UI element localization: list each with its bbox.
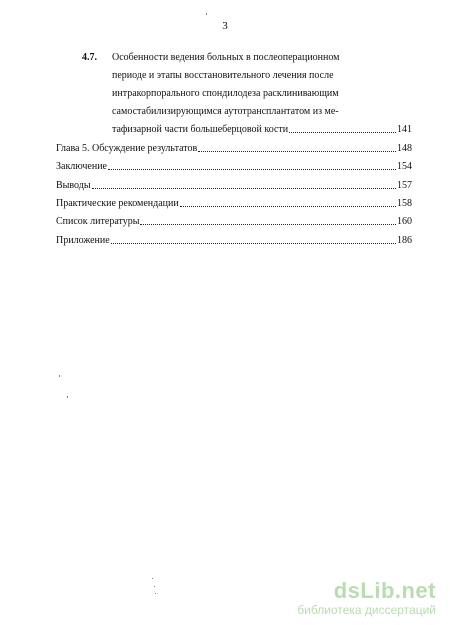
toc-entry-conclusion [56, 161, 412, 173]
subsection-page: 141 [397, 124, 412, 135]
subsection-title-line: Особенности ведения больных в послеоперационном [112, 52, 340, 63]
subsection-title-line: самостабилизирующимся аутотрансплантатом из ме- [112, 106, 339, 117]
dot-leader [140, 223, 396, 225]
page-number: 3 [222, 20, 228, 32]
watermark-logo: dsLib.net [333, 578, 436, 603]
toc-entry-title: Список литературы [56, 216, 140, 227]
toc-entry-recommendations [56, 198, 412, 210]
watermark [297, 579, 436, 617]
subsection-last-line [112, 124, 412, 136]
toc-entry-title: Выводы [56, 180, 91, 191]
scan-speck [154, 586, 155, 587]
toc-entry-page: 157 [397, 180, 412, 191]
toc-entry-page: 148 [397, 143, 412, 154]
watermark-subtitle: библиотека диссертаций [297, 603, 436, 617]
scan-speck [59, 375, 60, 377]
dot-leader [289, 132, 396, 133]
scan-speck [152, 578, 153, 579]
toc-entry-page: 158 [397, 198, 412, 209]
scan-speck [155, 593, 156, 594]
toc-entry-page: 154 [397, 161, 412, 172]
dot-leader [198, 150, 396, 152]
toc-entry-page: 186 [397, 235, 412, 246]
dot-leader [92, 187, 396, 189]
dot-leader [108, 168, 396, 170]
scan-speck [67, 396, 68, 398]
dot-leader [111, 242, 396, 244]
dot-leader [180, 205, 396, 207]
toc-entry-page: 160 [397, 216, 412, 227]
toc-entry-findings [56, 180, 412, 192]
subsection-title-line: интракорпорального спондилодеза расклинивающим [112, 88, 339, 99]
subsection-title-line: периоде и этапы восстановительного лечения после [112, 70, 334, 81]
toc-entry-appendix [56, 235, 412, 247]
scan-speck [206, 13, 207, 15]
subsection-number: 4.7. [82, 52, 97, 63]
toc-entry-title: Заключение [56, 161, 107, 172]
toc-entry-references [56, 216, 412, 228]
toc-entry-chapter-5 [56, 143, 412, 155]
toc-entry-title: Практические рекомендации [56, 198, 179, 209]
subsection-title-line: тафизарной части большеберцовой кости [112, 124, 289, 135]
toc-entry-title: Глава 5. Обсуждение результатов [56, 143, 198, 154]
toc-entry-title: Приложение [56, 235, 110, 246]
